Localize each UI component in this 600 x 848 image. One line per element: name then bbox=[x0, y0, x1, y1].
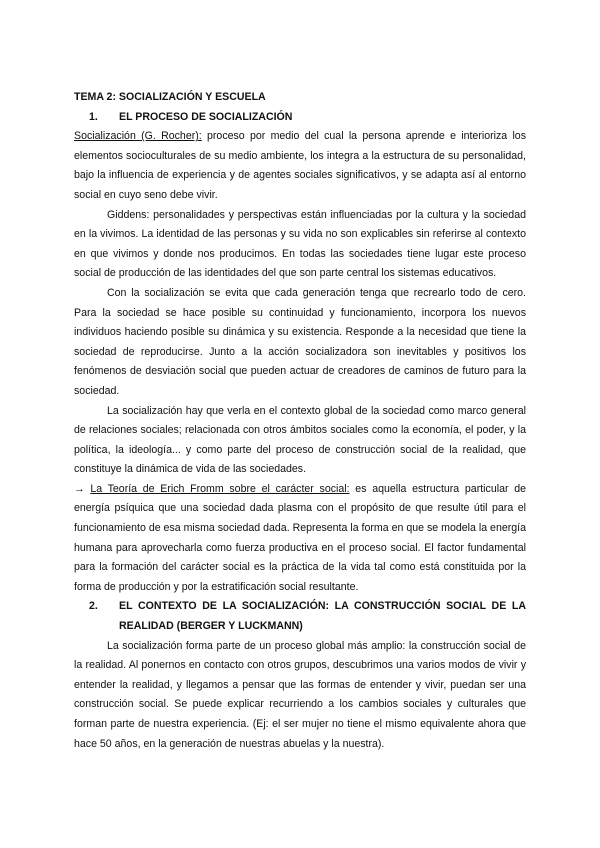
section-2-heading bbox=[74, 597, 526, 636]
definition-term: Socialización (G. Rocher): bbox=[74, 130, 202, 143]
arrow-icon: → bbox=[74, 482, 91, 495]
giddens-paragraph: Giddens: personalidades y perspectivas están influenciadas por la cultura y la sociedad en la vivimos. La identidad de las personas y su vida no son explicables sin referirse al contexto en que vivimos y donde nos producimos. En todas las sociedades tiene lugar este proceso social de producción de las identidades del que son parte central los sistemas educativos. bbox=[74, 208, 526, 280]
section-2-number: 2. bbox=[89, 600, 98, 613]
definition-text: proceso por medio del cual la persona aprende e interioriza los elementos socioculturales de su medio ambiente, los integra a la estructura de su personalidad, bajo la influencia de experiencia y de agentes sociales significativos, y se adapta así al entorno social en cuyo seno debe vivir. bbox=[74, 130, 526, 201]
document-title: TEMA 2: SOCIALIZACIÓN Y ESCUELA bbox=[74, 91, 266, 103]
definition-paragraph bbox=[74, 127, 526, 205]
section-1-title: EL PROCESO DE SOCIALIZACIÓN bbox=[119, 110, 293, 123]
fromm-text: es aquella estructura particular de energía psíquica que una sociedad dada plasma con el propósito de que resulte útil para el funcionamiento de esa misma sociedad dada. Representa la forma en que se modela la energía humana para aprovecharla como fuerza productiva en el proceso social. El factor fundamental para la formación del carácter social es la práctica de la vida tal como está constituida por la forma de producción y por la estratificación social resultante. bbox=[74, 482, 526, 593]
section-1-heading bbox=[74, 108, 526, 128]
contexto-paragraph: La socialización hay que verla en el contexto global de la sociedad como marco general de relaciones sociales; relacionada con otros ámbitos sociales como la economía, el poder, y la política, la ideología... y como parte del proceso de construcción social de la realidad, que constituye la dinámica de vida de las sociedades. bbox=[74, 404, 526, 476]
fromm-paragraph bbox=[74, 480, 526, 598]
document-body bbox=[74, 88, 526, 754]
section-1-number: 1. bbox=[89, 110, 98, 123]
generacion-paragraph: Con la socialización se evita que cada generación tenga que recrearlo todo de cero. Para la sociedad se hace posible su continuidad y funcionamiento, incorpora los nuevos individuos haciendo posible su dinámica y su existencia. Responde a la necesidad que tiene la sociedad de reproducirse. Junto a la acción socializadora son inevitables y positivos los fenómenos de desviación social que pueden actuar de creadores de caminos de futuro para la sociedad. bbox=[74, 286, 526, 397]
fromm-term: La Teoría de Erich Fromm sobre el carácter social: bbox=[90, 482, 350, 495]
construccion-paragraph: La socialización forma parte de un proceso global más amplio: la construcción social de la realidad. Al ponernos en contacto con otros grupos, descubrimos una varios modos de vivir y entender la realidad, y llegamos a pensar que las formas de entender y vivir, puedan ser una construcción social. Se puede explicar recurriendo a los cambios sociales y culturales que forman parte de nuestra experiencia. (Ej: el ser mujer no tiene el mismo equivalente ahora que hace 50 años, en la generación de nuestras abuelas y la nuestra). bbox=[74, 639, 526, 750]
section-2-title: EL CONTEXTO DE LA SOCIALIZACIÓN: LA CONSTRUCCIÓN SOCIAL DE LA REALIDAD (BERGER Y LUCKMANN) bbox=[119, 600, 526, 633]
